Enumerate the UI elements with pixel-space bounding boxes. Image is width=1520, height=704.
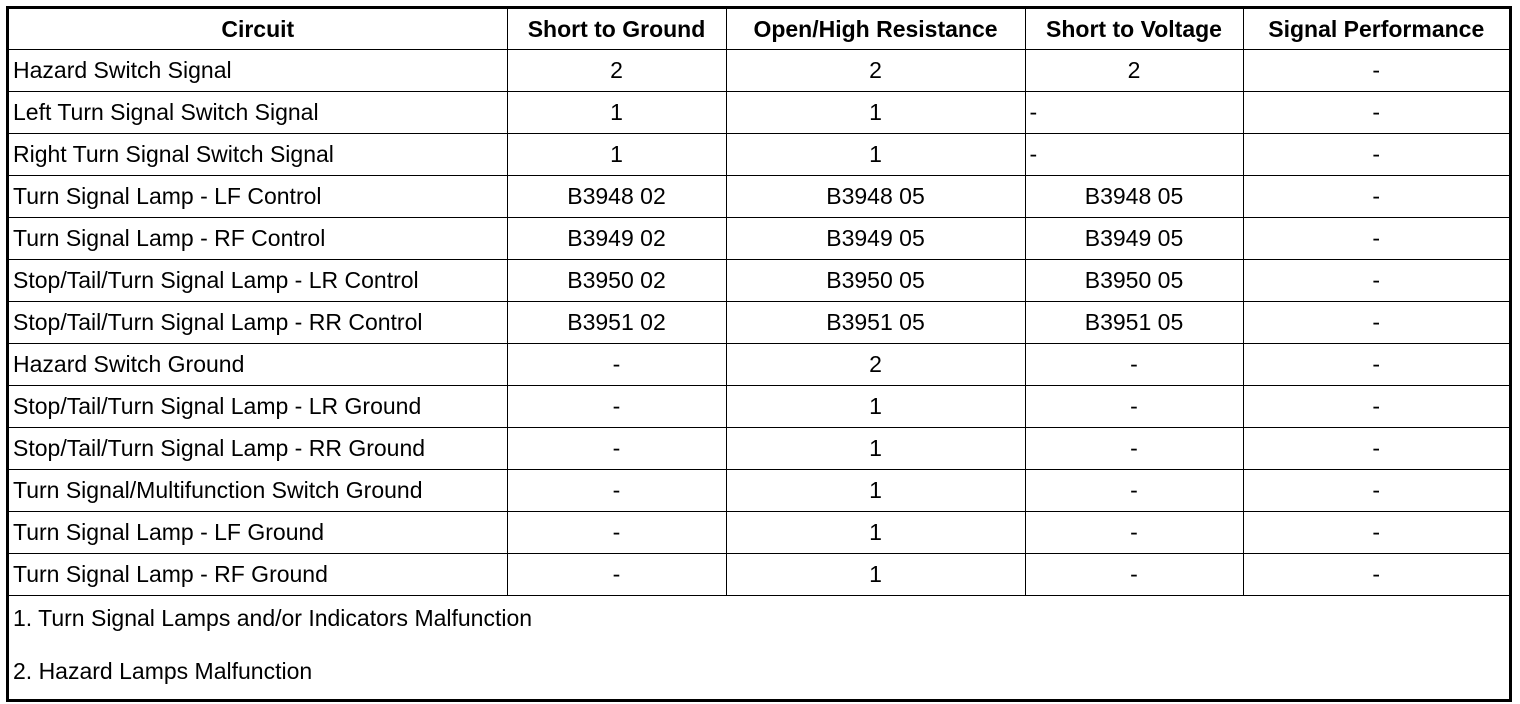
short-to-voltage-value: B3951 05 bbox=[1025, 302, 1243, 344]
short-to-voltage-value: B3950 05 bbox=[1025, 260, 1243, 302]
open-high-resistance-value: B3951 05 bbox=[726, 302, 1025, 344]
header-row bbox=[9, 9, 1509, 50]
signal-performance-value: - bbox=[1243, 50, 1509, 92]
table-row bbox=[9, 176, 1509, 218]
signal-performance-value: - bbox=[1243, 260, 1509, 302]
circuit-name: Stop/Tail/Turn Signal Lamp - LR Control bbox=[9, 260, 507, 302]
circuit-name: Turn Signal Lamp - RF Ground bbox=[9, 554, 507, 596]
circuit-name: Turn Signal Lamp - LF Ground bbox=[9, 512, 507, 554]
short-to-ground-value: - bbox=[507, 386, 726, 428]
table-row bbox=[9, 344, 1509, 386]
signal-performance-value: - bbox=[1243, 386, 1509, 428]
short-to-voltage-value: B3949 05 bbox=[1025, 218, 1243, 260]
circuit-name: Hazard Switch Signal bbox=[9, 50, 507, 92]
footnotes-row bbox=[9, 596, 1509, 693]
table-row bbox=[9, 554, 1509, 596]
short-to-ground-value: - bbox=[507, 512, 726, 554]
circuit-name: Left Turn Signal Switch Signal bbox=[9, 92, 507, 134]
short-to-ground-value: B3951 02 bbox=[507, 302, 726, 344]
open-high-resistance-value: B3948 05 bbox=[726, 176, 1025, 218]
circuit-name: Turn Signal Lamp - RF Control bbox=[9, 218, 507, 260]
signal-performance-value: - bbox=[1243, 428, 1509, 470]
open-high-resistance-value: 1 bbox=[726, 512, 1025, 554]
short-to-voltage-value: - bbox=[1025, 470, 1243, 512]
short-to-voltage-value: - bbox=[1025, 134, 1243, 176]
signal-performance-value: - bbox=[1243, 512, 1509, 554]
short-to-ground-value: - bbox=[507, 428, 726, 470]
circuit-name: Turn Signal Lamp - LF Control bbox=[9, 176, 507, 218]
table-row bbox=[9, 428, 1509, 470]
circuit-name: Stop/Tail/Turn Signal Lamp - RR Ground bbox=[9, 428, 507, 470]
table-row bbox=[9, 218, 1509, 260]
open-high-resistance-value: 1 bbox=[726, 134, 1025, 176]
short-to-voltage-value: - bbox=[1025, 554, 1243, 596]
table-row bbox=[9, 470, 1509, 512]
open-high-resistance-value: 1 bbox=[726, 428, 1025, 470]
header-open-high-resistance: Open/High Resistance bbox=[726, 9, 1025, 50]
signal-performance-value: - bbox=[1243, 92, 1509, 134]
footnote-1: 1. Turn Signal Lamps and/or Indicators Malfunction bbox=[13, 605, 533, 631]
short-to-voltage-value: - bbox=[1025, 92, 1243, 134]
short-to-voltage-value: - bbox=[1025, 386, 1243, 428]
short-to-voltage-value: - bbox=[1025, 428, 1243, 470]
table-row bbox=[9, 302, 1509, 344]
open-high-resistance-value: 1 bbox=[726, 386, 1025, 428]
short-to-ground-value: 2 bbox=[507, 50, 726, 92]
footnotes-cell bbox=[9, 596, 1509, 693]
header-short-to-ground: Short to Ground bbox=[507, 9, 726, 50]
signal-performance-value: - bbox=[1243, 218, 1509, 260]
open-high-resistance-value: B3949 05 bbox=[726, 218, 1025, 260]
circuit-name: Turn Signal/Multifunction Switch Ground bbox=[9, 470, 507, 512]
circuit-name: Right Turn Signal Switch Signal bbox=[9, 134, 507, 176]
short-to-ground-value: B3950 02 bbox=[507, 260, 726, 302]
short-to-voltage-value: 2 bbox=[1025, 50, 1243, 92]
signal-performance-value: - bbox=[1243, 134, 1509, 176]
short-to-voltage-value: B3948 05 bbox=[1025, 176, 1243, 218]
header-circuit: Circuit bbox=[9, 9, 507, 50]
open-high-resistance-value: 1 bbox=[726, 92, 1025, 134]
table-row bbox=[9, 92, 1509, 134]
signal-performance-value: - bbox=[1243, 302, 1509, 344]
signal-performance-value: - bbox=[1243, 470, 1509, 512]
short-to-ground-value: B3948 02 bbox=[507, 176, 726, 218]
open-high-resistance-value: 2 bbox=[726, 344, 1025, 386]
footnote-2: 2. Hazard Lamps Malfunction bbox=[13, 658, 313, 684]
signal-performance-value: - bbox=[1243, 554, 1509, 596]
header-signal-performance: Signal Performance bbox=[1243, 9, 1509, 50]
signal-performance-value: - bbox=[1243, 344, 1509, 386]
open-high-resistance-value: 2 bbox=[726, 50, 1025, 92]
short-to-voltage-value: - bbox=[1025, 344, 1243, 386]
table-row bbox=[9, 386, 1509, 428]
signal-performance-value: - bbox=[1243, 176, 1509, 218]
table-row bbox=[9, 512, 1509, 554]
table-row bbox=[9, 260, 1509, 302]
diagnostic-table-frame bbox=[6, 6, 1512, 702]
circuit-name: Stop/Tail/Turn Signal Lamp - RR Control bbox=[9, 302, 507, 344]
open-high-resistance-value: 1 bbox=[726, 470, 1025, 512]
open-high-resistance-value: 1 bbox=[726, 554, 1025, 596]
table-row bbox=[9, 50, 1509, 92]
short-to-ground-value: - bbox=[507, 470, 726, 512]
short-to-voltage-value: - bbox=[1025, 512, 1243, 554]
short-to-ground-value: 1 bbox=[507, 92, 726, 134]
short-to-ground-value: 1 bbox=[507, 134, 726, 176]
circuit-name: Stop/Tail/Turn Signal Lamp - LR Ground bbox=[9, 386, 507, 428]
short-to-ground-value: - bbox=[507, 554, 726, 596]
table-row bbox=[9, 134, 1509, 176]
circuit-fault-table bbox=[9, 9, 1509, 692]
open-high-resistance-value: B3950 05 bbox=[726, 260, 1025, 302]
circuit-name: Hazard Switch Ground bbox=[9, 344, 507, 386]
short-to-ground-value: - bbox=[507, 344, 726, 386]
short-to-ground-value: B3949 02 bbox=[507, 218, 726, 260]
header-short-to-voltage: Short to Voltage bbox=[1025, 9, 1243, 50]
